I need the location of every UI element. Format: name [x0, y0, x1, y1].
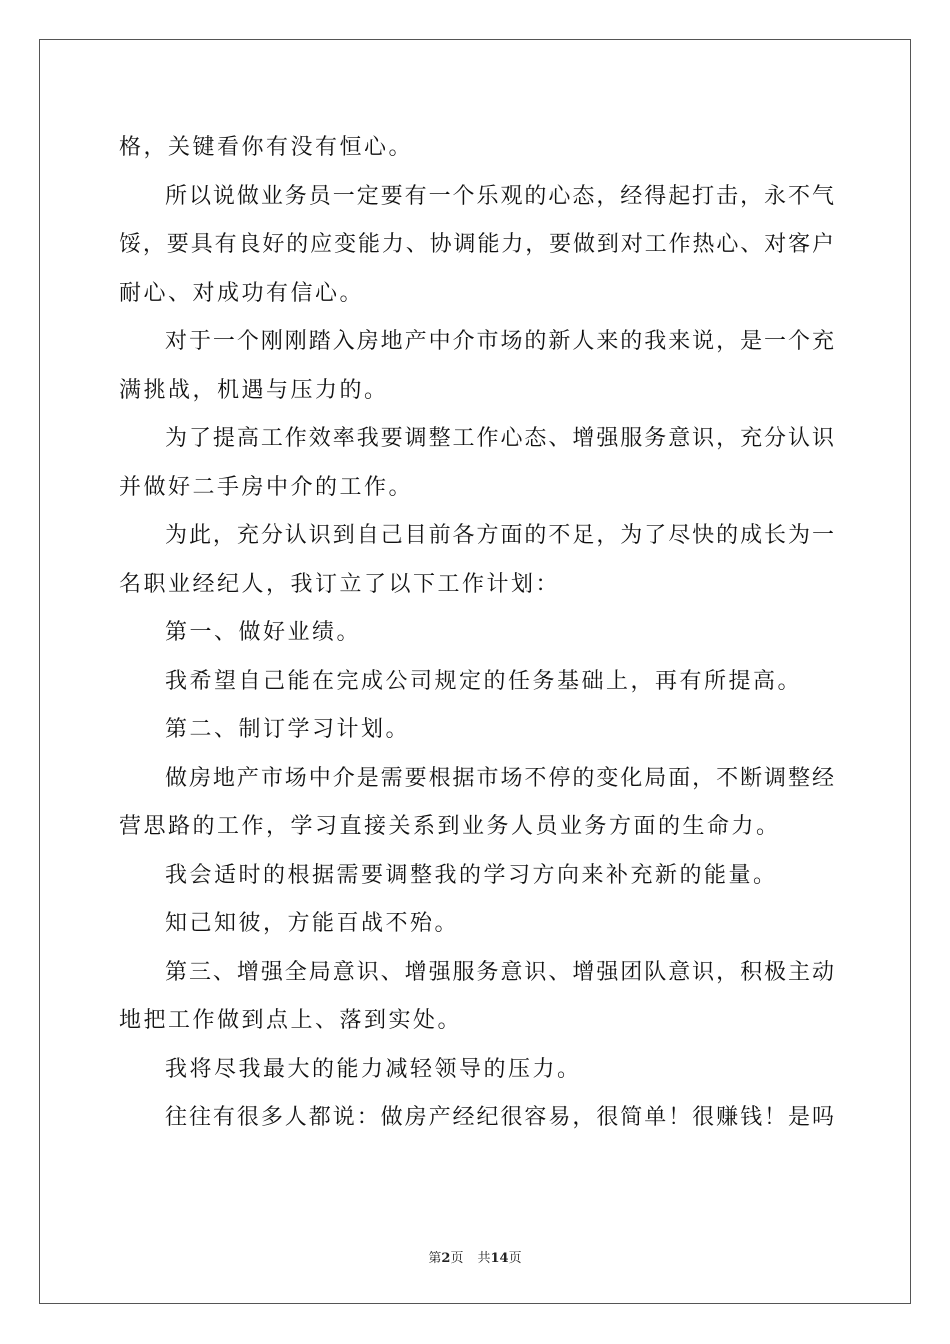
page-number: 2	[441, 1251, 451, 1266]
paragraph-line: 并做好二手房中介的工作。	[119, 474, 414, 500]
total-suffix: 页	[508, 1251, 522, 1266]
page-prefix: 第	[428, 1251, 442, 1266]
paragraph-line: 格，关键看你有没有恒心。	[119, 135, 414, 160]
paragraph-line: 地把工作做到点上、落到实处。	[119, 1008, 463, 1033]
page-suffix: 页	[450, 1251, 464, 1266]
paragraph-line: 我将尽我最大的能力减轻领导的压力。	[165, 1056, 582, 1082]
paragraph-line: 知己知彼，方能百战不殆。	[165, 911, 460, 936]
paragraph-line: 所以说做业务员一定要有一个乐观的心态，经得起打击，永不气	[165, 183, 834, 209]
paragraph-line: 第一、做好业绩。	[165, 620, 362, 645]
paragraph-line: 我希望自己能在完成公司规定的任务基础上，再有所提高。	[165, 668, 803, 694]
paragraph-line: 营思路的工作，学习直接关系到业务人员业务方面的生命力。	[119, 814, 781, 839]
paragraph-line: 为此，充分认识到自己目前各方面的不足，为了尽快的成长为一	[165, 523, 834, 548]
paragraph-line: 为了提高工作效率我要调整工作心态、增强服务意识，充分认识	[165, 426, 834, 451]
paragraph-line: 耐心、对成功有信心。	[119, 280, 365, 306]
document-body	[119, 124, 834, 1143]
paragraph-line: 满挑战，机遇与压力的。	[119, 377, 389, 403]
paragraph-line: 馁，要具有良好的应变能力、协调能力，要做到对工作热心、对客户	[119, 232, 834, 257]
total-prefix: 共	[477, 1251, 491, 1266]
paragraph-line: 第三、增强全局意识、增强服务意识、增强团队意识，积极主动	[165, 959, 834, 985]
paragraph-line: 第二、制订学习计划。	[165, 717, 411, 742]
paragraph-line: 我会适时的根据需要调整我的学习方向来补充新的能量。	[165, 862, 778, 888]
paragraph-line: 往往有很多人都说：做房产经纪很容易，很简单！很赚钱！是吗	[165, 1105, 834, 1130]
total-pages: 14	[490, 1251, 509, 1266]
paragraph-line: 对于一个刚刚踏入房地产中介市场的新人来的我来说，是一个充	[165, 329, 834, 354]
paragraph-line: 名职业经纪人，我订立了以下工作计划：	[119, 571, 561, 597]
page-footer	[0, 1247, 950, 1266]
paragraph-line: 做房地产市场中介是需要根据市场不停的变化局面，不断调整经	[165, 765, 834, 791]
